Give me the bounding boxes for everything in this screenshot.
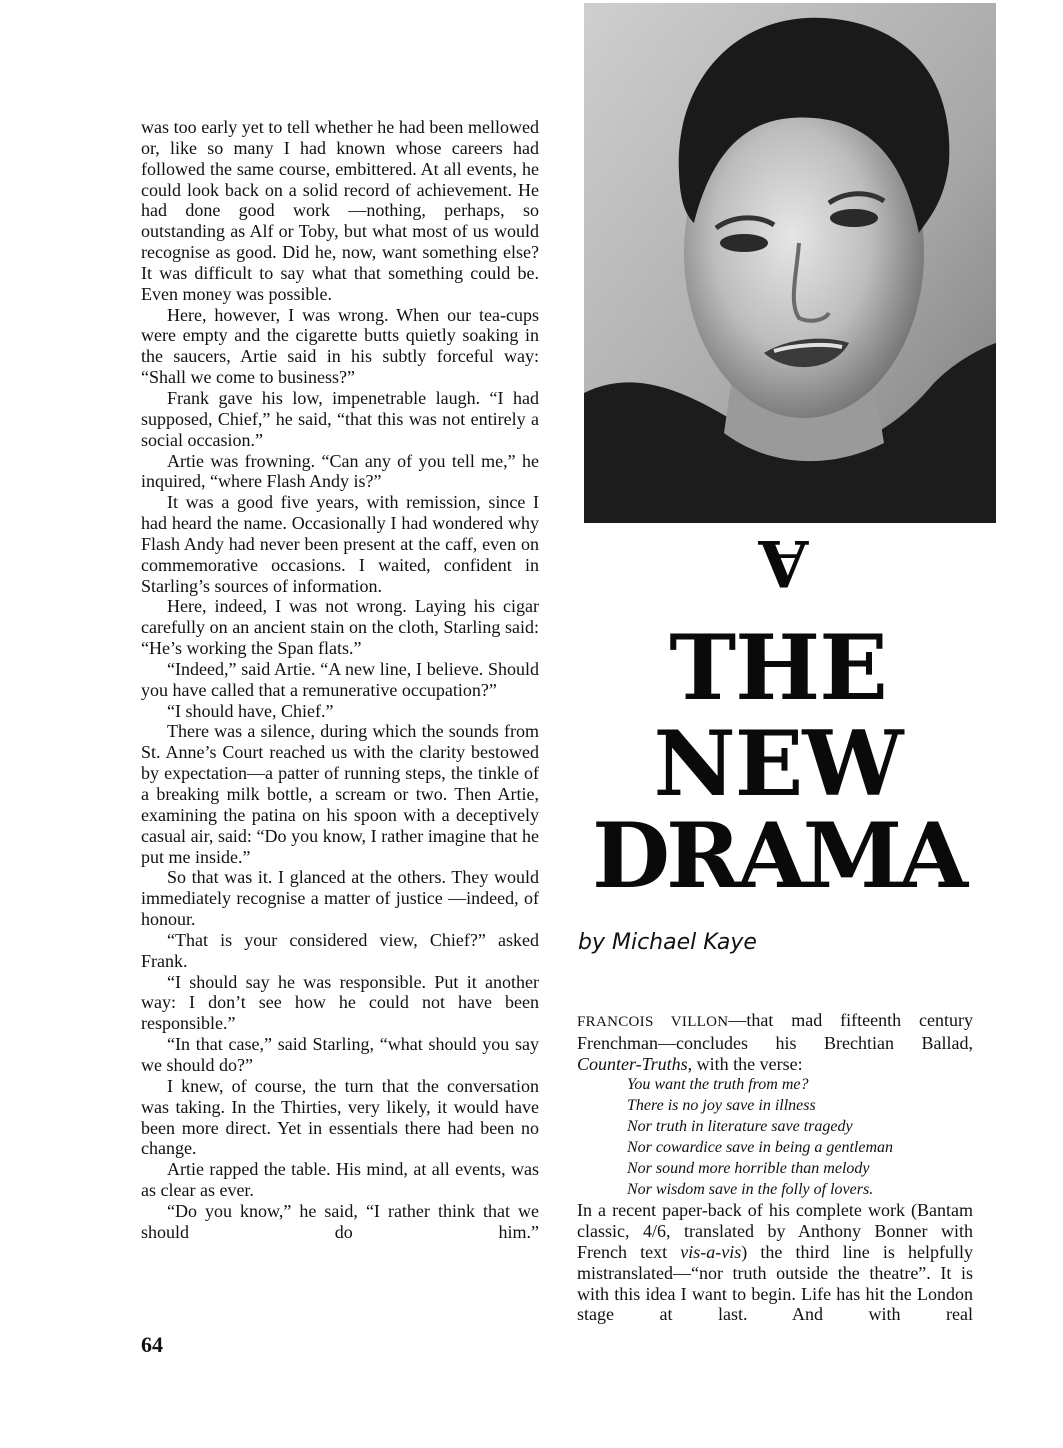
paragraph: “That is your considered view, Chief?” asked Frank. (141, 929, 539, 971)
headline-word-the: THE (669, 615, 887, 721)
ballad-title: Counter-Truths (577, 1053, 688, 1074)
paragraph: was too early yet to tell whether he had been mellowed or, like so many I had known whose careers had followed the same course, embittered. At all events, he could look back on a solid record of achievement. He had done good work —nothing, perhaps, so outstanding as Alf or Toby, but what most of us would recognise as good. Did he, now, want something else? It was difficult to say what that something could be. Even money was possible. (141, 117, 539, 304)
paragraph: Frank gave his low, impenetrable laugh. “I had supposed, Chief,” he said, “that this was not entirely a social occasion.” (141, 387, 539, 450)
verse-line: You want the truth from me? (627, 1076, 809, 1094)
left-column (141, 117, 539, 1243)
paragraph: There was a silence, during which the sounds from St. Anne’s Court reached us with the clarity bestowed by expectation—a patter of running steps, the tinkle of a breaking milk bottle, a scream or two. Then Artie, examining the patina on his spoon with a deceptively casual air, said: “Do you know, I rather imagine that he put me inside.” (141, 721, 539, 867)
author-portrait-photo (584, 3, 996, 523)
portrait-illustration (584, 3, 996, 523)
opening-text: —that mad fifteenth century Frenchman—concludes his Brechtian Ballad, (577, 1010, 973, 1053)
headline-word-a: A (759, 525, 809, 600)
closing-paragraph (577, 1200, 973, 1325)
byline: by Michael Kaye (578, 930, 757, 955)
closing-text: In a recent paper-back of his complete work (Bantam classic, 4/6, translated by Anthony Bonner with French text (577, 1200, 973, 1262)
verse-line: Nor truth in literature save tragedy (627, 1118, 853, 1136)
opening-text-end: , with the verse: (687, 1053, 803, 1074)
paragraph: Artie was frowning. “Can any of you tell me,” he inquired, “where Flash Andy is?” (141, 450, 539, 492)
headline-word-new: NEW (653, 711, 903, 817)
right-column (577, 1010, 973, 1325)
verse-line: Nor wisdom save in the folly of lovers. (627, 1181, 874, 1199)
paragraph: “I should have, Chief.” (167, 700, 334, 721)
paragraph: “In that case,” said Starling, “what should you say we should do?” (141, 1034, 539, 1075)
headline-word-drama: DRAMA (591, 803, 965, 909)
verse-block (627, 1074, 973, 1200)
vis-a-vis-italic: vis-a-vis (680, 1241, 742, 1262)
opening-paragraph (577, 1010, 973, 1074)
paragraph: It was a good five years, with remission, since I had heard the name. Occasionally I had wondered why Flash Andy had never been present at the caff, even on commemorative occasions. I waited, confident in Starling’s sources of information. (141, 492, 539, 596)
paragraph: I knew, of course, the turn that the conversation was taking. In the Thirties, very likely, it would have been more direct. Yet in essentials there had been no change. (141, 1075, 539, 1159)
paragraph: “Do you know,” he said, “I rather think that we should do him.” (141, 1200, 539, 1242)
paragraph: Here, indeed, I was not wrong. Laying his cigar carefully on an ancient stain on the cloth, Starling said: “He’s working the Span flats.” (141, 596, 539, 659)
verse-line: Nor cowardice save in being a gentleman (627, 1139, 894, 1157)
verse-line: There is no joy save in illness (627, 1097, 816, 1115)
closing-text-end: ) the third line is helpfully mistranslated—“nor truth outside the theatre”. It is with this idea I want to begin. Life has hit the London stage at last. And with real (577, 1241, 973, 1325)
paragraph: Here, however, I was wrong. When our tea-cups were empty and the cigarette butts quietly soaking in the saucers, Artie said in his subtly forceful way: “Shall we come to business?” (141, 304, 539, 388)
paragraph: So that was it. I glanced at the others. They would immediately recognise a matter of justice —indeed, of honour. (141, 867, 539, 930)
verse-line: Nor sound more horrible than melody (627, 1160, 870, 1178)
page-number: 64 (141, 1332, 163, 1357)
opening-smallcaps: FRANCOIS VILLON (577, 1014, 729, 1030)
paragraph: Artie rapped the table. His mind, at all events, was as clear as ever. (141, 1159, 539, 1201)
paragraph: “Indeed,” said Artie. “A new line, I believe. Should you have called that a remunerative occupation?” (141, 658, 539, 700)
paragraph: “I should say he was responsible. Put it another way: I don’t see how he could not have been responsible.” (141, 971, 539, 1034)
